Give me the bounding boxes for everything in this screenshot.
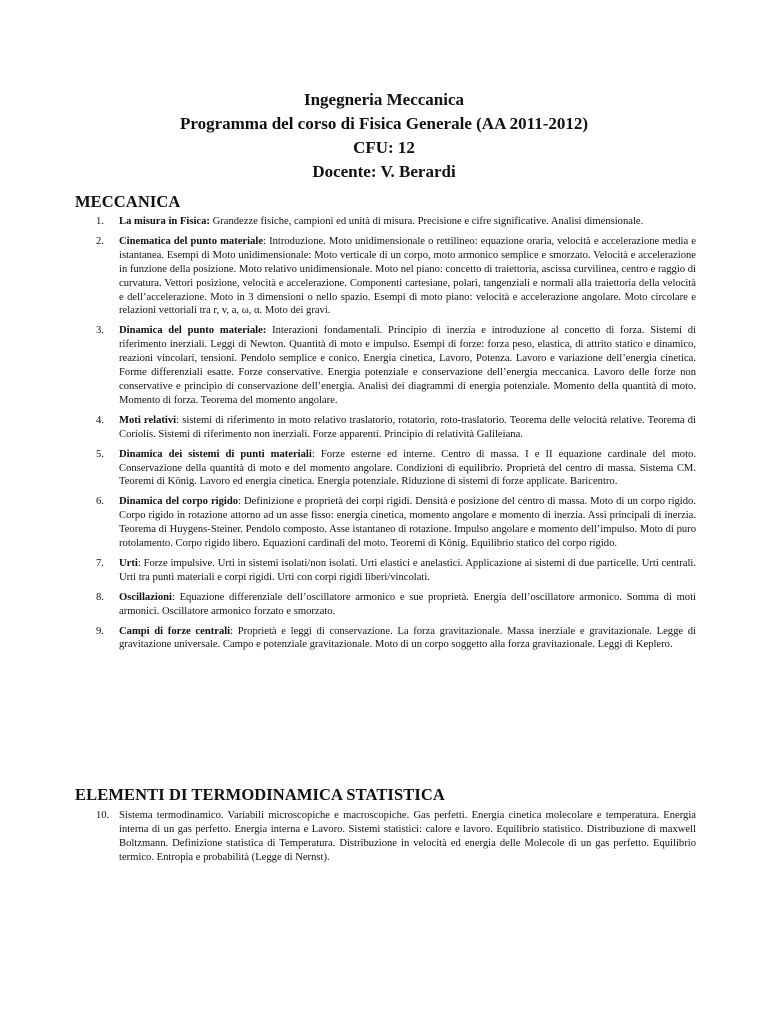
section-title-termodinamica: ELEMENTI DI TERMODINAMICA STATISTICA xyxy=(75,785,445,804)
topic-number: 6. xyxy=(96,496,104,508)
topic-text: Interazioni fondamentali. Principio di inerzia e introduzione al concetto di forza. Sistemi di riferimento inerziali. Leggi di Newton. Quantità di moto e impulso. Esempi di forze: forza peso, elastica, di attrito statico e dinamico, reazioni vincolari, tensioni. Pendolo semplice e conico. Energia cinetica, Lavoro, Potenza. Lavoro e variazione dell’energia cinetica. Forme differenziali esatte. Forze conservative. Energia potenziale e conservazione dell’energia meccanica. Lavoro delle forze non conservative e principio di conservazione dell’energia. Analisi dei diagrammi di energia potenziale. Momento della quantità di moto. Momento di forza. Teorema del momento angolare. xyxy=(119,325,696,406)
topic-item xyxy=(0,625,768,653)
course-degree: Ingegneria Meccanica xyxy=(303,90,465,109)
topic-item xyxy=(0,557,768,585)
topic-text: : Introduzione. Moto unidimensionale o rettilineo: equazione oraria, velocità e accelerazione media e istantanea. Esempi di Moto unidimensionale: Moto verticale di un corpo, moto armonico semplice e smorzato. Velocità e accelerazione in funzione della posizione. Moto relativo unidimensionale. Moto nel piano: concetto di traiettoria, ascissa curvilinea, centro e raggio di curvatura. Vettori posizione, velocità e accelerazione. Componenti cartesiane, polari, tangenziali e normali alla traiettoria della velocità e dell’accelerazione. Moto in 3 dimensioni o nello spazio. Esempi di moto piano: velocità e accelerazione angolare. Moto circolare e relazioni vettoriali tra r, v, a, ω, α. Moto dei gravi. xyxy=(119,235,696,317)
topic-number: 9. xyxy=(96,625,104,637)
topic-number: 3. xyxy=(96,325,104,337)
topic-item xyxy=(0,235,768,318)
topic-title: Campi di forze centrali xyxy=(119,625,231,637)
topic-text: Sistema termodinamico. Variabili microscopiche e macroscopiche. Gas perfetti. Energia cinetica molecolare e temperatura. Energia interna di un gas perfetto. Energia interna e Lavoro. Sistemi statistici: calore e lavoro. Equilibrio statistico. Distribuzione di maxwell Boltzmann. Definizione statistica di Temperatura. Distribuzione in velocità ed energia delle Molecole di un gas perfetto. Equilibrio termico. Entropia e probabilità (Legge di Nernst). xyxy=(119,810,696,863)
section-title-meccanica: MECCANICA xyxy=(75,192,181,211)
topic-number: 5. xyxy=(96,448,104,460)
topic-title: Urti xyxy=(119,557,138,569)
topic-number: 1. xyxy=(96,216,104,227)
topic-list-termodinamica xyxy=(0,809,768,871)
topic-text: : Definizione e proprietà dei corpi rigidi. Densità e posizione del centro di massa. Moto di un corpo rigido. Corpo rigido in rotazione attorno ad un asse fisso: energia cinetica, momento angolare e momento di inerzia. Assi principali di inerzia. Teorema di Huygens-Steiner. Pendolo composto. Asse istantaneo di rotazione. Impulso angolare e momento dell’impulso. Moto di puro rotolamento. Corpo rigido libero. Equazioni cardinali del moto. Teoremi di König. Equilibrio statico del corpo rigido. xyxy=(119,496,696,550)
document-header xyxy=(0,88,768,184)
topic-item xyxy=(0,215,768,229)
topic-list-meccanica xyxy=(0,215,768,658)
topic-title: Dinamica del punto materiale: xyxy=(119,325,267,337)
course-instructor: Docente: V. Berardi xyxy=(312,162,456,181)
topic-title: Dinamica dei sistemi di punti materiali xyxy=(119,448,312,460)
topic-number: 8. xyxy=(96,591,104,603)
topic-text: : sistemi di riferimento in moto relativo traslatorio, rotatorio, roto-traslatorio. Teorema delle velocità relative. Teorema di Coriolis. Sistemi di riferimento non inerziali. Forze apparenti. Principio di relatività Galileiana. xyxy=(119,414,696,440)
topic-title: La misura in Fisica: xyxy=(119,216,210,227)
topic-number: 4. xyxy=(96,414,104,426)
topic-text: Grandezze fisiche, campioni ed unità di misura. Precisione e cifre significative. Analisi dimensionale. xyxy=(209,216,644,227)
course-credits: CFU: 12 xyxy=(353,138,415,157)
topic-title: Moti relativi xyxy=(119,414,177,426)
topic-text: : Equazione differenziale dell’oscillatore armonico e sue proprietà. Energia dell’oscillatore armonico. Somma di moti armonici. Oscillatore armonico forzato e smorzato. xyxy=(119,591,696,617)
topic-number: 7. xyxy=(96,557,104,569)
topic-text: : Forze impulsive. Urti in sistemi isolati/non isolati. Urti elastici e anelastici. Applicazione ai sistemi di due particelle. Urti centrali. Urti tra punti materiali e corpi rigidi. Urti con corpi rigidi liberi/vincolati. xyxy=(119,557,696,583)
topic-item xyxy=(0,414,768,442)
topic-text: : Forze esterne ed interne. Centro di massa. I e II equazione cardinale del moto. Conservazione della quantità di moto e del momento angolare. Condizioni di equilibrio. Proprietà del centro di massa. Sistema CM. Teoremi di König. Lavoro ed energia cinetica. Energia potenziale. Riduzione di sistemi di forze applicate. Baricentro. xyxy=(119,448,696,488)
topic-title: Cinematica del punto materiale xyxy=(119,235,264,247)
topic-item xyxy=(0,809,768,865)
topic-item xyxy=(0,324,768,407)
topic-text: : Proprietà e leggi di conservazione. La forza gravitazionale. Massa inerziale e gravitazionale. Legge di gravitazione universale. Campo e potenziale gravitazionale. Moto di un corpo soggetto alla forza gravitazionale. Leggi di Keplero. xyxy=(119,625,696,651)
topic-title: Oscillazioni xyxy=(119,591,172,603)
topic-item xyxy=(0,591,768,619)
topic-item xyxy=(0,495,768,551)
topic-title: Dinamica del corpo rigido xyxy=(119,496,239,508)
course-program-title: Programma del corso di Fisica Generale (AA 2011-2012) xyxy=(179,114,589,133)
topic-number: 2. xyxy=(96,235,104,247)
topic-number: 10. xyxy=(96,810,110,821)
topic-item xyxy=(0,448,768,490)
